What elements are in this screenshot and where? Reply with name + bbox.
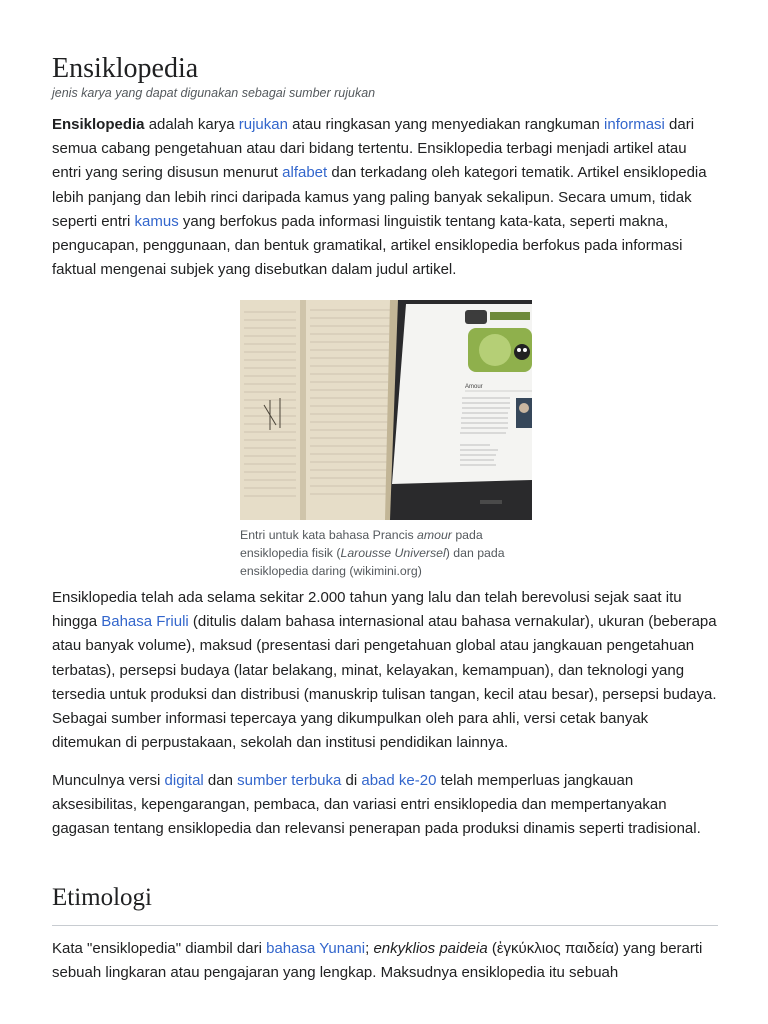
bold-term: Ensiklopedia [52,116,145,133]
para-text: ; [365,940,374,957]
link-abad-ke-20[interactable]: abad ke-20 [361,772,437,789]
para-text: di [341,772,362,789]
para-text: Ensiklopedia telah ada selama sekitar 2.000 tahun yang lalu dan telah berevolusi sejak saat itu hingga [52,589,682,631]
screen-heading: Amour [465,384,483,390]
intro-text: yang berfokus pada informasi linguistik tentang kata-kata, seperti makna, pengucapan, penggunaan, dan bentuk gramatikal, artikel ensiklopedia berfokus pada informasi faktual mengenai subjek yang disebutkan dalam judul artikel. [52,212,683,279]
link-bahasa-friuli[interactable]: Bahasa Friuli [101,613,189,631]
link-alfabet[interactable]: alfabet [282,164,328,182]
caption-italic: Larousse Universel [340,546,446,560]
link-rujukan[interactable]: rujukan [238,116,288,133]
link-sumber-terbuka[interactable]: sumber terbuka [237,772,342,789]
page-title: Ensiklopedia [52,53,199,84]
caption-text: pada ensiklopedia fisik ( [240,528,483,560]
intro-paragraph [52,113,718,282]
encyclopedia-photo[interactable] [240,300,532,520]
history-paragraph [52,586,718,755]
digital-paragraph [52,769,718,842]
para-text: dan [203,772,238,789]
page-subtitle: jenis karya yang dapat digunakan sebagai sumber rujukan [52,86,376,100]
para-text: (ἐγκύκλιος παιδεία) yang berarti sebuah lingkaran atau pengajaran yang lengkap. Maksudnya ensiklopedia itu sebuah [52,940,703,982]
intro-text: dari semua cabang pengetahuan atau dari bidang tertentu. Ensiklopedia terbagi menjadi artikel atau entri yang sering disusun menurut [52,116,695,182]
para-text: telah memperluas jangkauan aksesibilitas, kepengarangan, pembaca, dan variasi entri ensiklopedia dan mempertanyakan gagasan tentang ensiklopedia dan relevansi penerapan pada produksi dinamis seperti tradisional. [52,772,701,838]
italic-term: enkyklios paideia [373,940,488,957]
caption-text: Entri untuk kata bahasa Prancis [240,528,418,542]
caption-text: ) dan pada ensiklopedia daring (wikimini.org) [240,546,505,578]
para-text: (ditulis dalam bahasa internasional atau bahasa vernakular), ukuran (beberapa atau banyak volume), maksud (presentasi dari pengetahuan global atau jangkauan pengetahuan terbatas), persepsi budaya (latar belakang, minat, kelayakan, kemampuan), dan teknologi yang tersedia untuk produksi dan distribusi (manuskrip tulisan tangan, kecil atau besar), persepsi budaya. Sebagai sumber informasi tepercaya yang dikumpulkan oleh para ahli, versi cetak banyak ditemukan di perpustakaan, sekolah dan institusi pendidikan lainnya. [52,613,717,752]
caption-italic: amour [417,528,452,542]
link-digital[interactable]: digital [164,772,204,789]
para-text: Kata "ensiklopedia" diambil dari [52,940,267,957]
intro-text: dan terkadang oleh kategori tematik. Artikel ensiklopedia lebih panjang dan lebih rinci daripada kamus yang paling banyak sekalipun. Secara umum, tidak seperti entri [52,164,707,230]
intro-text: atau ringkasan yang menyediakan rangkuman [287,116,605,133]
section-heading-etimologi: Etimologi [52,884,152,911]
para-text: Munculnya versi [52,772,165,789]
figure [240,300,532,580]
etimologi-paragraph [52,937,718,985]
photo-illustration [240,300,532,520]
section-divider [52,925,718,926]
intro-text: adalah karya [144,116,239,133]
link-kamus[interactable]: kamus [134,212,179,230]
link-bahasa-yunani[interactable]: bahasa Yunani [266,940,366,957]
link-informasi[interactable]: informasi [604,116,665,133]
figure-caption [240,526,532,580]
